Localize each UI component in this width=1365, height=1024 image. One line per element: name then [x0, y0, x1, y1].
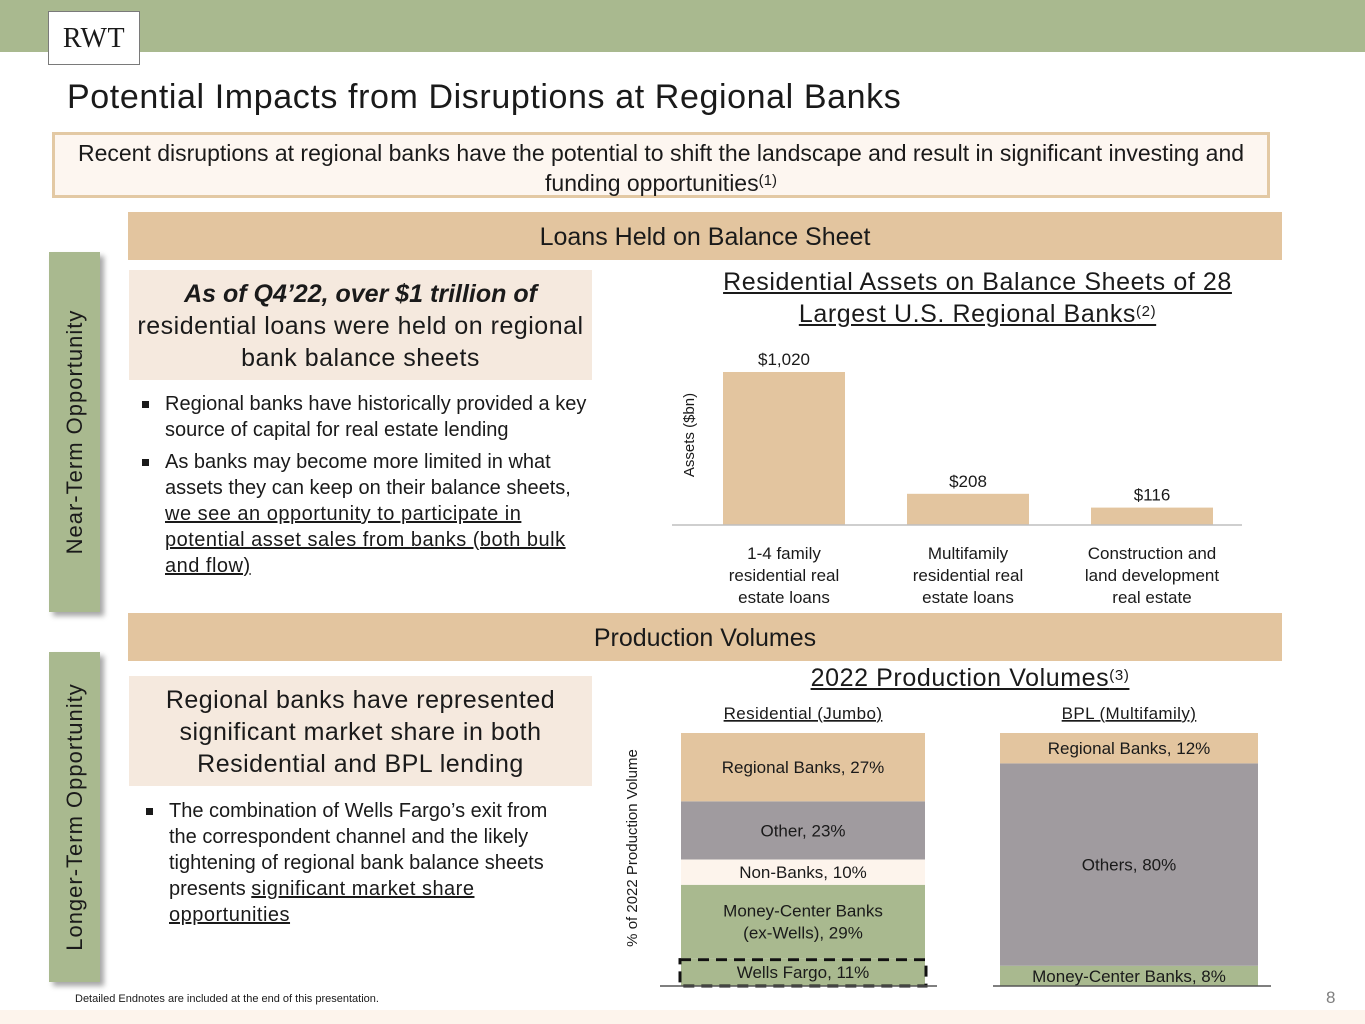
segment-label: Regional Banks, 12% [1047, 739, 1211, 759]
side-label-near-term-text: Near-Term Opportunity [61, 309, 87, 555]
bar [1091, 508, 1213, 525]
near-term-bullets [139, 391, 594, 585]
segment-label: Others, 80% [1081, 855, 1177, 875]
segment-label: Regional Banks, 27% [721, 758, 885, 778]
y-axis-label: % of 2022 Production Volume [624, 749, 641, 947]
data-label: $1,020 [758, 350, 810, 369]
category-tick-label: 1-4 family residential real estate loans [728, 544, 840, 607]
side-label-longer-term [49, 652, 100, 982]
chart2-title: 2022 Production Volumes$^{(3)}$ [810, 664, 1130, 692]
company-logo: RWT [48, 11, 140, 65]
chart1-balance-sheet-assets [660, 335, 1260, 615]
category-tick-label: Construction and land development real estate [1084, 544, 1220, 607]
bullet-item: Regional banks have historically provided a key source of capital for real estate lending [139, 391, 594, 443]
side-label-longer-term-text: Longer-Term Opportunity [61, 683, 87, 951]
header-bar [0, 0, 1365, 52]
data-label: $116 [1133, 485, 1171, 505]
summary-callout [52, 132, 1270, 198]
chart2-production-volumes [615, 698, 1295, 993]
key-point-near-term [129, 270, 592, 380]
callout-text: Recent disruptions at regional banks have the potential to shift the landscape and result in significant investing and funding opportunities [77, 140, 1245, 196]
footer-bar [0, 1010, 1365, 1024]
band-loans-held: Loans Held on Balance Sheet [128, 212, 1282, 260]
page-title: Potential Impacts from Disruptions at Regional Banks [67, 78, 902, 116]
segment-label: Money-Center Banks, 8% [1032, 966, 1226, 986]
segment-label: Money-Center Banks (ex-Wells), 29% [723, 901, 883, 943]
category-tick-label: Multifamily residential real estate loans [912, 544, 1024, 607]
data-label: $208 [949, 471, 987, 491]
footnote: Detailed Endnotes are included at the end of this presentation. [75, 993, 379, 1005]
bullet-item: As banks may become more limited in what assets they can keep on their balance sheets, we see an opportunity to participate in potential asset sales from banks (both bulk and flow) [139, 449, 594, 579]
bullet-item: The combination of Wells Fargo’s exit from the correspondent channel and the likely tightening of regional bank balance sheets presents significant market share opportunities [143, 798, 573, 928]
segment-label: Non-Banks, 10% [739, 863, 867, 883]
key-point-rest: residential loans were held on regional bank balance sheets [137, 312, 584, 372]
segment-label: Other, 23% [760, 821, 846, 841]
band-production-volumes: Production Volumes [128, 613, 1282, 661]
stack-category-label: Residential (Jumbo) [723, 704, 883, 723]
side-label-near-term [49, 252, 100, 612]
callout-note: (1) [758, 172, 777, 189]
longer-term-bullets [143, 798, 573, 934]
stack-segment [681, 885, 925, 958]
bullet-emphasis: significant market share opportunities [169, 878, 475, 926]
key-point-bold: As of Q4’22, over $1 trillion of [184, 280, 537, 308]
chart1-title: Residential Assets on Balance Sheets of 28 Largest U.S. Regional Banks$^{(2)}$ [723, 268, 1232, 328]
bar [723, 372, 845, 525]
key-point-longer-term [129, 676, 592, 786]
y-axis-label: Assets ($bn) [681, 392, 698, 478]
stack-category-label: BPL (Multifamily) [1061, 704, 1197, 723]
page-number: 8 [1326, 988, 1336, 1007]
segment-label: Wells Fargo, 11% [736, 963, 870, 983]
bar [907, 494, 1029, 525]
bullet-emphasis: we see an opportunity to participate in potential asset sales from banks (both bulk and flow) [165, 503, 566, 577]
key-point-text: Regional banks have represented significant market share in both Residential and BPL lending [165, 686, 556, 778]
